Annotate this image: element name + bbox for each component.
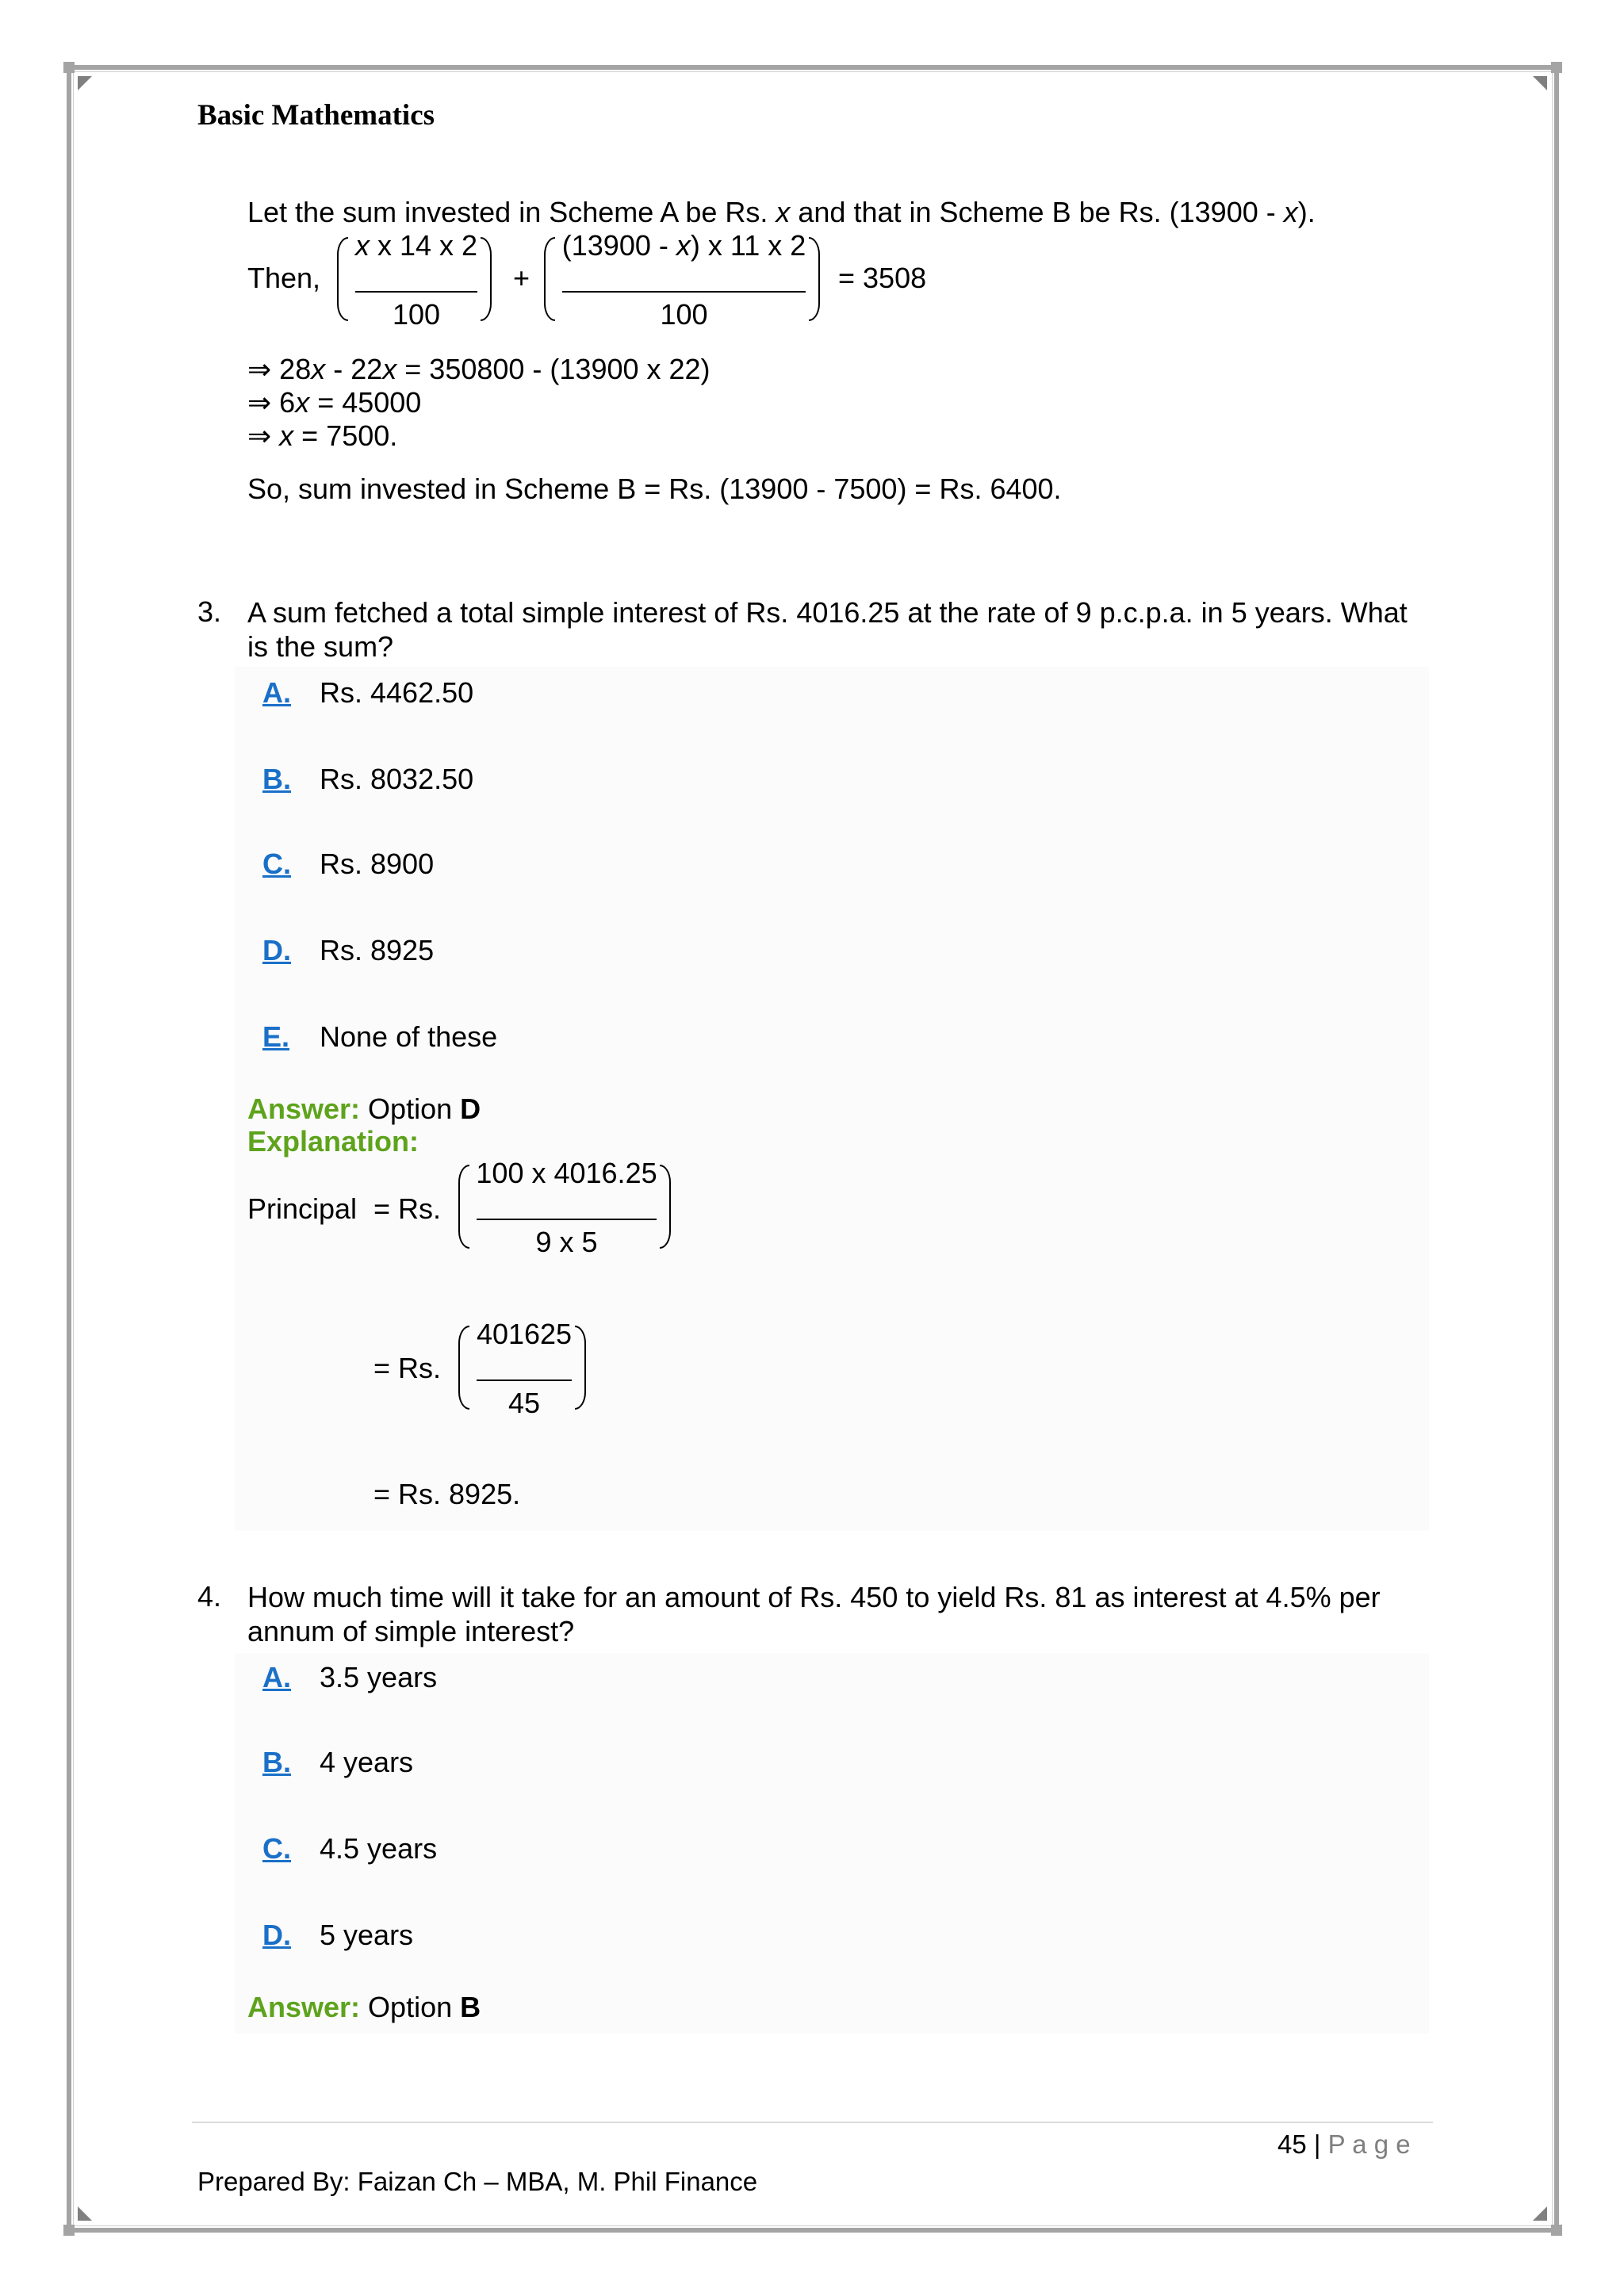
corner-ornament-top-left	[78, 76, 92, 90]
option-row	[262, 763, 474, 796]
option-row	[262, 1832, 438, 1866]
question-3-number: 3.	[197, 595, 222, 628]
explanation-result: = Rs. 8925.	[373, 1478, 521, 1510]
step-text: = 7500.	[293, 419, 398, 452]
fraction-scheme-a	[337, 229, 492, 331]
page-label: P a g e	[1327, 2130, 1411, 2159]
option-text: 4 years	[320, 1746, 414, 1778]
option-a-link[interactable]: A.	[262, 676, 291, 709]
then-label: Then,	[247, 262, 321, 294]
fraction-denominator	[477, 1387, 572, 1420]
left-parenthesis	[458, 1326, 469, 1410]
question-3-text	[247, 595, 1408, 664]
option-c-link[interactable]: C.	[262, 848, 291, 880]
option-d-link[interactable]: D.	[262, 1919, 291, 1951]
option-text: Rs. 8925	[320, 934, 435, 966]
numerator-text: x 14 x 2	[369, 229, 478, 262]
equation-result: = 3508	[838, 262, 927, 294]
option-b-link[interactable]: B.	[262, 763, 291, 795]
option-text: 5 years	[320, 1919, 414, 1951]
option-row	[262, 934, 435, 967]
derivation-step	[247, 386, 421, 419]
right-parenthesis	[481, 237, 492, 321]
left-parenthesis	[458, 1165, 469, 1249]
question-4-number: 4.	[197, 1580, 222, 1613]
option-b-link[interactable]: B.	[262, 1746, 291, 1778]
border-corner-knob	[1551, 2225, 1562, 2236]
option-c-link[interactable]: C.	[262, 1832, 291, 1865]
equals-rs: = Rs.	[373, 1192, 442, 1225]
left-parenthesis	[544, 237, 555, 321]
question-line: How much time will it take for an amount of Rs. 450 to yield Rs. 81 as interest at 4.5% per	[247, 1581, 1381, 1613]
option-row	[262, 1020, 498, 1054]
variable-x: x	[311, 353, 326, 385]
question-line: annum of simple interest?	[247, 1615, 575, 1647]
fraction-bar	[477, 1380, 572, 1381]
denominator-text: 45	[508, 1387, 541, 1419]
border-corner-knob	[1551, 62, 1562, 73]
step-text: - 22	[325, 353, 383, 385]
step-text: = 45000	[309, 386, 422, 419]
fraction-scheme-b	[544, 229, 820, 331]
denominator-text: 100	[660, 298, 708, 331]
variable-x: x	[1283, 196, 1298, 228]
step-text: ⇒ 6	[247, 386, 296, 419]
fraction-denominator	[477, 1226, 657, 1259]
principal-label: Principal	[247, 1192, 358, 1225]
fraction-denominator	[355, 298, 477, 331]
variable-x: x	[295, 386, 310, 419]
fraction-denominator	[562, 298, 806, 331]
right-parenthesis	[575, 1326, 586, 1410]
left-parenthesis	[337, 237, 348, 321]
corner-ornament-bottom-left	[78, 2206, 92, 2221]
page-number-value: 45	[1277, 2130, 1307, 2159]
variable-x: x	[676, 229, 691, 262]
denominator-text: 9 x 5	[535, 1226, 598, 1258]
fraction-numerator	[477, 1318, 572, 1351]
answer-value: D	[460, 1093, 481, 1125]
corner-ornament-top-right	[1533, 76, 1547, 90]
answer-label: Answer:	[247, 1991, 361, 2023]
variable-x: x	[354, 229, 370, 262]
numerator-text: 401625	[476, 1318, 573, 1350]
running-header: Basic Mathematics	[197, 99, 435, 132]
corner-ornament-bottom-right	[1533, 2206, 1547, 2221]
fraction-principal	[458, 1157, 671, 1258]
option-text: Rs. 4462.50	[320, 676, 474, 709]
fraction-simplified	[458, 1318, 586, 1419]
question-line: A sum fetched a total simple interest of Rs. 4016.25 at the rate of 9 p.c.p.a. in 5 years. What	[247, 596, 1408, 629]
step-text: ⇒ 28	[247, 353, 312, 385]
fraction-numerator	[562, 229, 806, 262]
right-parenthesis	[809, 237, 820, 321]
answer-line	[247, 1093, 481, 1126]
page-separator: |	[1313, 2130, 1321, 2159]
denominator-text: 100	[392, 298, 441, 331]
prepared-by: Prepared By: Faizan Ch – MBA, M. Phil Finance	[197, 2167, 758, 2196]
option-e-link[interactable]: E.	[262, 1020, 290, 1053]
derivation-step	[247, 353, 710, 386]
intro-text: ).	[1297, 196, 1316, 228]
option-a-link[interactable]: A.	[262, 1661, 291, 1693]
option-text: 3.5 years	[320, 1661, 438, 1693]
option-text: None of these	[320, 1020, 498, 1053]
solution-intro	[247, 196, 1316, 229]
variable-x: x	[776, 196, 791, 228]
intro-text: and that in Scheme B be Rs. (13900 -	[790, 196, 1284, 228]
footer-divider	[192, 2122, 1433, 2123]
question-line: is the sum?	[247, 630, 394, 663]
option-text: Rs. 8032.50	[320, 763, 474, 795]
fraction-numerator	[355, 229, 477, 262]
numerator-text: (13900 -	[561, 229, 676, 262]
option-text: 4.5 years	[320, 1832, 438, 1865]
plus-sign: +	[513, 262, 530, 294]
option-row	[262, 1746, 414, 1779]
question-4-text	[247, 1580, 1381, 1648]
variable-x: x	[382, 353, 397, 385]
equals-rs: = Rs.	[373, 1352, 442, 1384]
border-corner-knob	[63, 62, 75, 73]
step-text: ⇒	[247, 419, 280, 452]
answer-line	[247, 1991, 481, 2024]
option-text: Rs. 8900	[320, 848, 435, 880]
option-row	[262, 676, 474, 710]
border-corner-knob	[63, 2225, 75, 2236]
option-row	[262, 848, 435, 881]
fraction-numerator	[477, 1157, 657, 1190]
step-text: = 350800 - (13900 x 22)	[396, 353, 710, 385]
numerator-text: ) x 11 x 2	[690, 229, 806, 262]
intro-text: Let the sum invested in Scheme A be Rs.	[247, 196, 776, 228]
option-row	[262, 1661, 438, 1694]
solution-conclusion: So, sum invested in Scheme B = Rs. (13900 - 7500) = Rs. 6400.	[247, 473, 1062, 505]
answer-value: B	[460, 1991, 481, 2023]
fraction-bar	[477, 1219, 657, 1220]
explanation-label: Explanation:	[247, 1125, 419, 1158]
variable-x: x	[279, 419, 294, 452]
numerator-text: 100 x 4016.25	[476, 1157, 657, 1189]
page-number	[1277, 2129, 1411, 2160]
derivation-step	[247, 419, 397, 453]
fraction-bar	[562, 291, 806, 293]
right-parenthesis	[660, 1165, 671, 1249]
answer-label: Answer:	[247, 1093, 361, 1125]
answer-prefix: Option	[368, 1093, 453, 1125]
option-d-link[interactable]: D.	[262, 934, 291, 966]
fraction-bar	[355, 291, 477, 293]
option-row	[262, 1919, 414, 1952]
answer-prefix: Option	[368, 1991, 453, 2023]
